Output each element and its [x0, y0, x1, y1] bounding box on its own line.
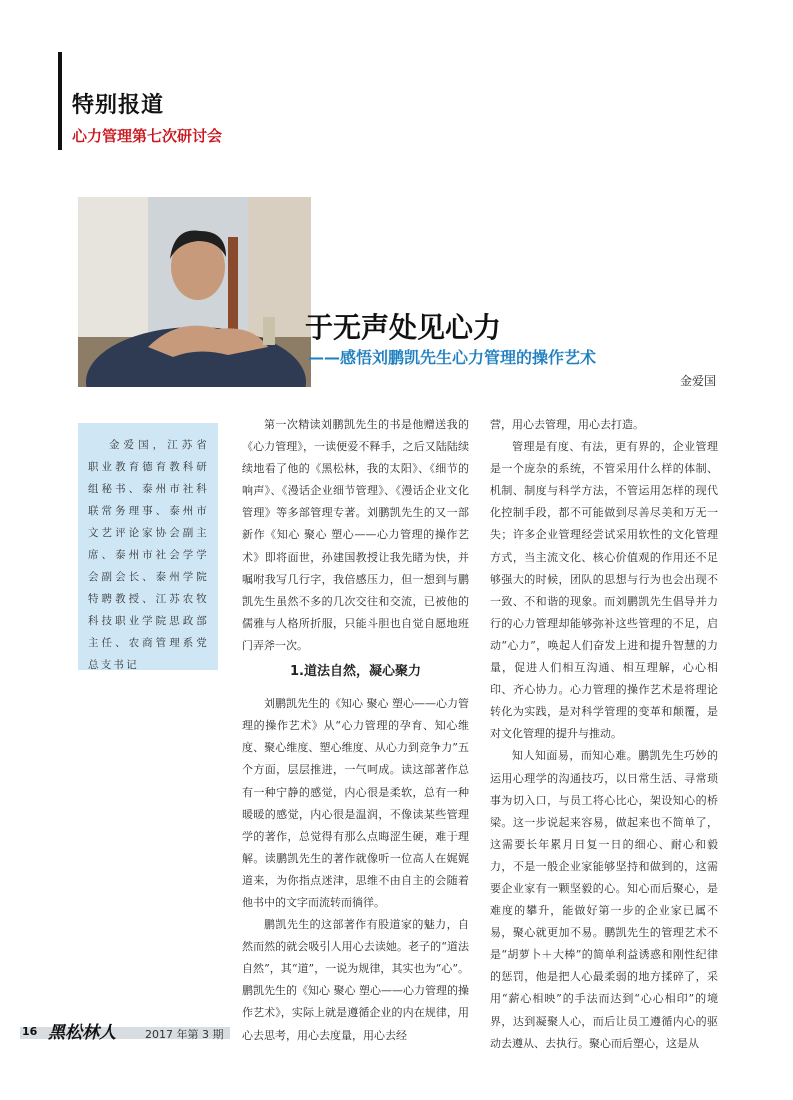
body-paragraph: 知人知面易，而知心难。鹏凯先生巧妙的运用心理学的沟通技巧，以日常生活、寻常琐事为切入口，与员工将心比心，架设知心的桥梁。这一步说起来容易，做起来也不简单了，这需要长年累月日复一日的细心、耐心和毅力，不是一般企业家能够坚持和做到的，这需要企业家有一颗坚毅的心。知心而后聚心，是难度的攀升，能做好第一步的企业家已属不易，聚心就更加不易。鹏凯先生的管理艺术不是“胡萝卜＋大棒”的简单利益诱惑和刚性纪律的惩罚，他是把人心最柔弱的地方揉碎了，采用“薪心相映”的手法而达到“心心相印”的境界，达到凝聚人心，而后让员工遵循内心的驱动去遵从、去执行。聚心而后塑心，这是从: [490, 749, 718, 1050]
article-subtitle: ——感悟刘鹏凯先生心力管理的操作艺术: [308, 348, 597, 367]
author-bio-box: [78, 423, 218, 670]
section-accent-bar: [58, 52, 62, 150]
issue-label: 2017 年第 3 期: [145, 1028, 224, 1041]
body-paragraph: 管理是有度、有法，更有界的，企业管理是一个庞杂的系统，不管采用什么样的体制、机制、制度与科学方法，不管运用怎样的现代化控制手段，都不可能做到尽善尽美和万无一失；许多企业管理经尝试采用软性的文化管理方式，当主流文化、核心价值观的作用还不足够强大的时候，团队的思想与行为也会出现不一致、不和谐的现象。而刘鹏凯先生倡导并力行的心力管理却能够弥补这些管理的不足，启动“心力”，唤起人们奋发上进和提升智慧的力量，促进人们相互沟通、相互理解，心心相印、齐心协力。心力管理的操作艺术是将理论转化为实践，是对科学管理的变革和颠覆，是对文化管理的提升与推动。: [490, 440, 718, 741]
body-paragraph: 刘鹏凯先生的《知心 聚心 塑心——心力管理的操作艺术》从“心力管理的孕育、知心维度、聚心维度、塑心维度、从心力到竞争力”五个方面，层层推进，一气呵成。读这部著作总有一种宁静的感觉，内心很是柔软，总有一种暖暖的感觉，内心很是温润，不像读某些管理学的著作，总觉得有那么点晦涩生硬，难于理解。读鹏凯先生的著作就像听一位高人在娓娓道来，为你指点迷津，思维不由自主的会随着他书中的文字而流转而徜徉。: [242, 697, 469, 909]
magazine-logo: 黑松林人: [48, 1023, 116, 1043]
section-heading: 1.道法自然，凝心聚力: [290, 664, 421, 680]
article-title: 于无声处见心力: [305, 311, 502, 344]
page-number: 16: [22, 1025, 38, 1038]
author-bio-text: 金爱国，江苏省职业教育德育教科研组秘书、泰州市社科联常务理事、泰州市文艺评论家协会副主席、泰州市社会学学会副会长、泰州学院特聘教授、江苏农牧科技职业学院思政部主任、农商管理系党总支书记: [88, 439, 209, 671]
section-subtitle: 心力管理第七次研讨会: [72, 127, 223, 145]
author-photo: [78, 197, 311, 387]
body-paragraph: 第一次精读刘鹏凯先生的书是他赠送我的《心力管理》，一读便爱不释手，之后又陆陆续续地看了他的《黑松林，我的太阳》、《细节的响声》、《漫话企业细节管理》、《漫话企业文化管理》等多部管理专著。刘鹏凯先生的又一部新作《知心 聚心 塑心——心力管理的操作艺术》即将面世，孙建国教授让我先睹为快，并嘱咐我写几行字，我倍感压力，但一想到与鹏凯先生虽然不多的几次交往和交流，已被他的儒雅与人格所折服，只能斗胆也自觉自愿地班门弄斧一次。: [242, 418, 469, 652]
body-paragraph: 鹏凯先生的这部著作有股道家的魅力，自然而然的就会吸引人用心去读她。老子的“道法自然”，其“道”，一说为规律，其实也为“心”。鹏凯先生的《知心 聚心 塑心——心力管理的操作艺术》，实际上就是遵循企业的内在规律，用心去思考，用心去度量，用心去经: [242, 918, 469, 1042]
body-paragraph-continued: 营，用心去管理，用心去打造。: [490, 418, 644, 431]
article-author: 金爱国: [679, 374, 716, 388]
body-column-2: [490, 414, 718, 1055]
section-title: 特别报道: [72, 93, 165, 118]
body-column-1: [242, 414, 469, 1047]
